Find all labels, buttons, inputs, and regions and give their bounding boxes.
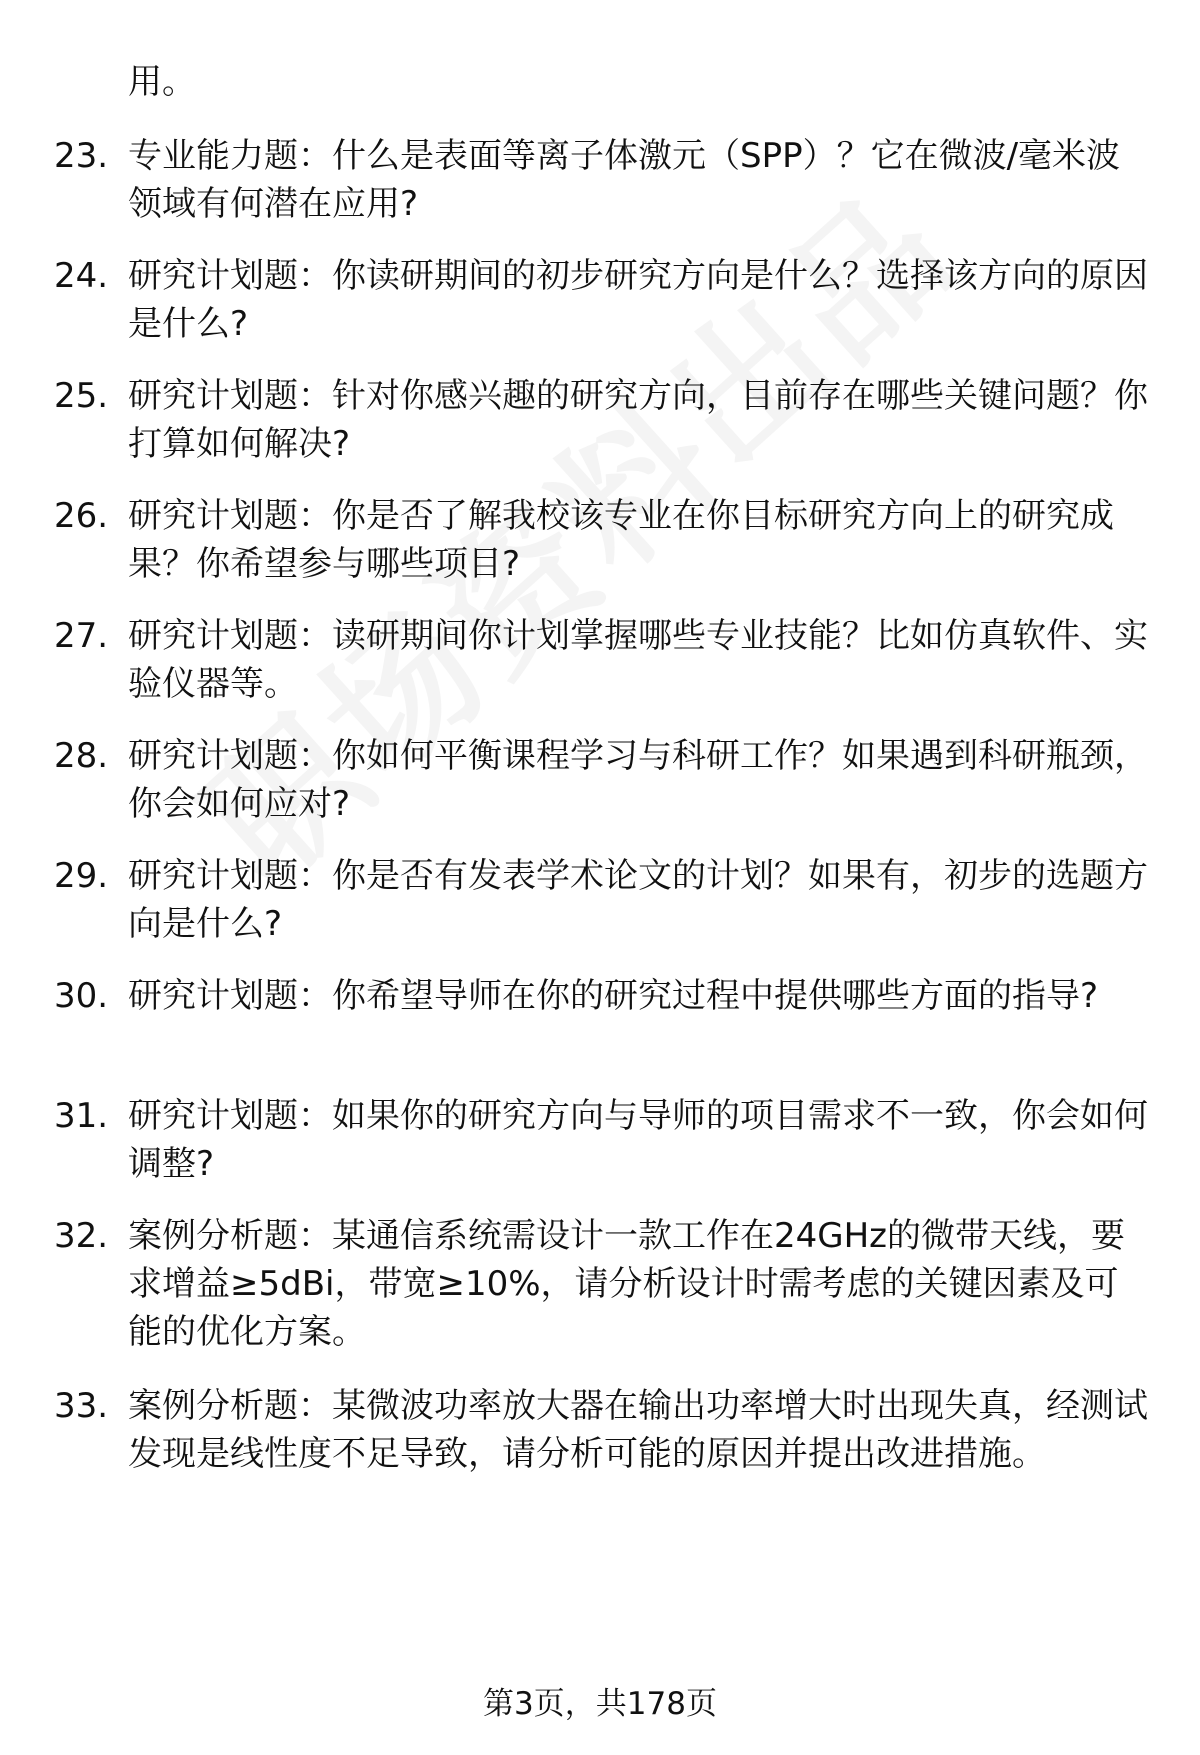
continued-text: 用。 [128, 62, 196, 102]
question-text: 研究计划题：你如何平衡课程学习与科研工作？如果遇到科研瓶颈，你会如何应对? [128, 736, 1148, 824]
question-number: 24. [54, 256, 109, 296]
question-text: 研究计划题：你是否了解我校该专业在你目标研究方向上的研究成果？你希望参与哪些项目? [128, 496, 1114, 584]
question-number: 25. [54, 376, 109, 416]
question-text: 案例分析题：某微波功率放大器在输出功率增大时出现失真，经测试发现是线性度不足导致，请分析可能的原因并提出改进措施。 [128, 1386, 1148, 1474]
question-number: 28. [54, 736, 109, 776]
question-text: 研究计划题：你读研期间的初步研究方向是什么？选择该方向的原因是什么? [128, 256, 1148, 344]
question-number: 23. [54, 136, 109, 176]
question-text: 专业能力题：什么是表面等离子体激元（SPP）？它在微波/毫米波领域有何潜在应用? [128, 136, 1121, 224]
question-text: 研究计划题：你希望导师在你的研究过程中提供哪些方面的指导? [128, 976, 1099, 1016]
question-text: 案例分析题：某通信系统需设计一款工作在24GHz的微带天线，要求增益≥5dBi，带宽≥10%，请分析设计时需考虑的关键因素及可能的优化方案。 [128, 1216, 1126, 1352]
question-number: 26. [54, 496, 109, 536]
question-text: 研究计划题：针对你感兴趣的研究方向，目前存在哪些关键问题？你打算如何解决? [128, 376, 1148, 464]
page-footer: 第3页，共178页 [483, 1686, 717, 1722]
question-number: 29. [54, 856, 109, 896]
question-text: 研究计划题：读研期间你计划掌握哪些专业技能？比如仿真软件、实验仪器等。 [128, 616, 1148, 704]
question-number: 27. [54, 616, 109, 656]
question-number: 31. [54, 1096, 109, 1136]
question-text: 研究计划题：你是否有发表学术论文的计划？如果有，初步的选题方向是什么? [128, 856, 1148, 944]
question-number: 30. [54, 976, 109, 1016]
question-text: 研究计划题：如果你的研究方向与导师的项目需求不一致，你会如何调整? [128, 1096, 1148, 1184]
question-number: 32. [54, 1216, 109, 1256]
question-number: 33. [54, 1386, 109, 1426]
